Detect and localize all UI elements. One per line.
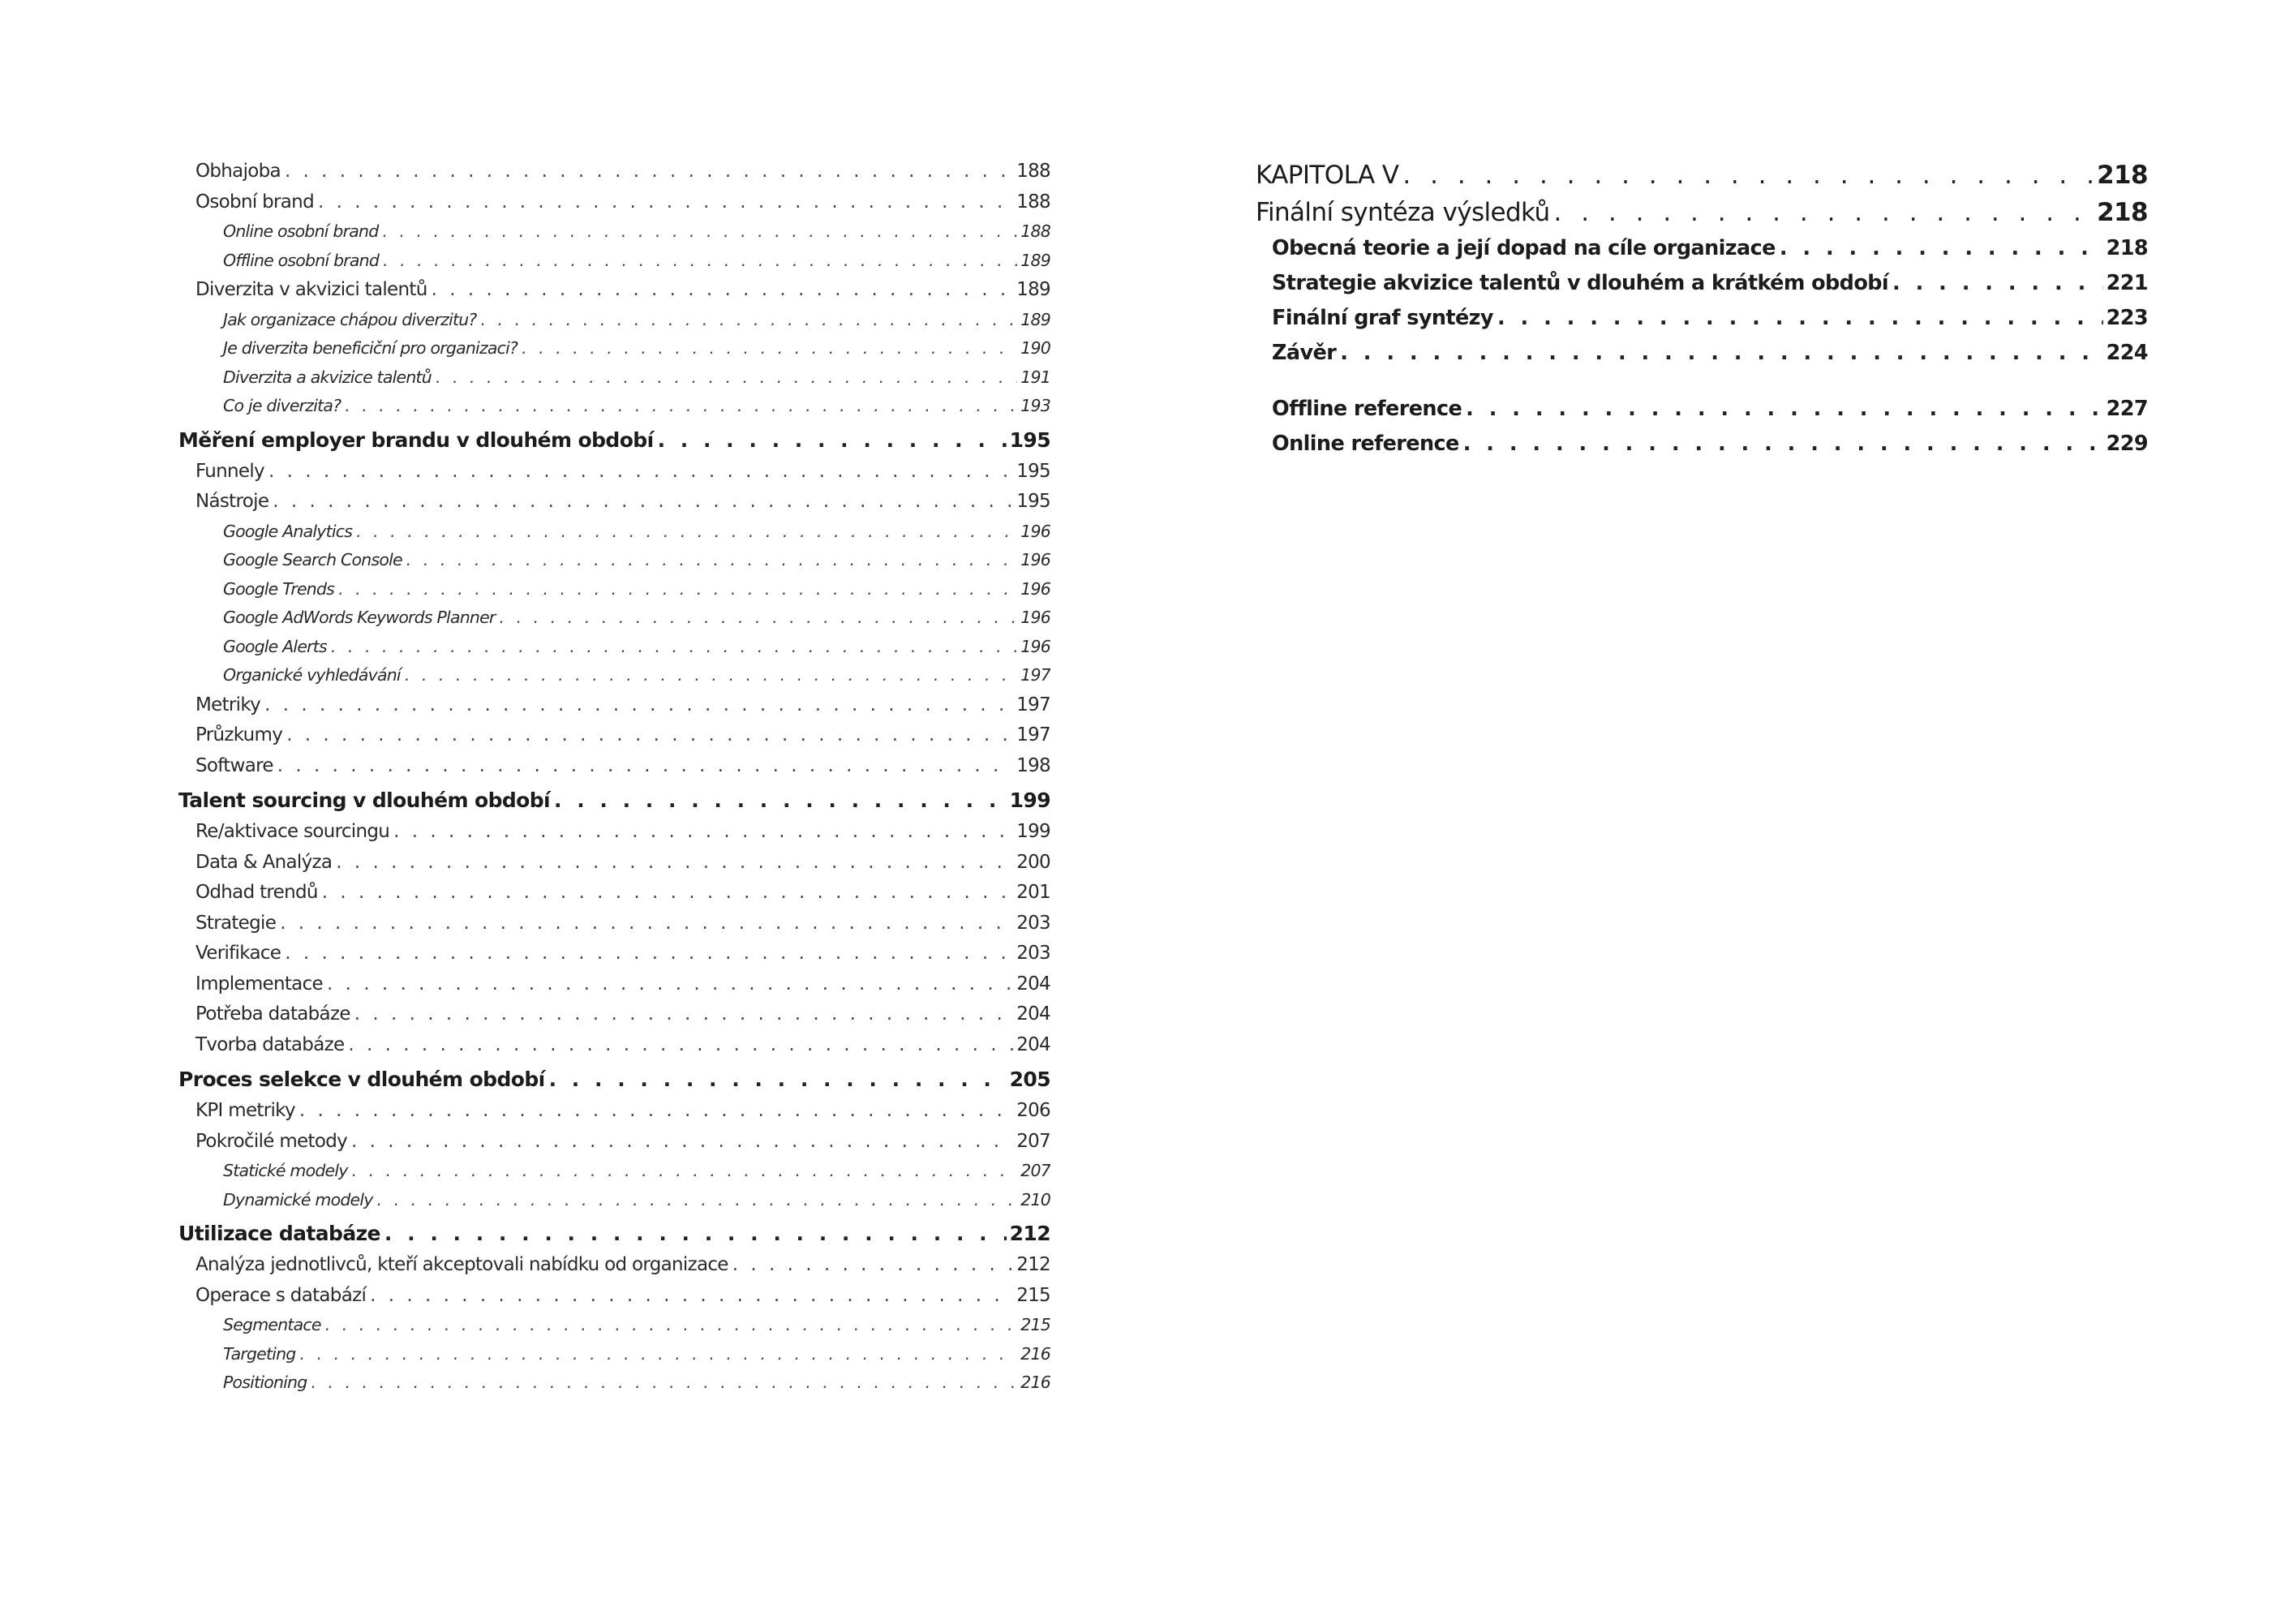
toc-entry-title: Online osobní brand: [223, 221, 379, 241]
toc-entry-title: Metriky: [195, 694, 261, 715]
toc-page-number: 201: [1016, 882, 1050, 903]
toc-page-number: 196: [1020, 636, 1050, 656]
toc-dot-leader: [370, 1281, 1013, 1312]
toc-dot-leader: [432, 275, 1014, 306]
toc-page-number: 215: [1020, 1315, 1050, 1334]
toc-entry-nastroje[interactable]: [178, 487, 1050, 518]
toc-dot-leader: [325, 1311, 1018, 1340]
toc-entry-organicke-vyhledavani[interactable]: [178, 661, 1050, 690]
toc-spacer: [1256, 371, 2148, 392]
toc-left-page: [178, 157, 1050, 1398]
toc-page-number: 197: [1020, 665, 1050, 685]
toc-page-number: 189: [1016, 279, 1050, 300]
toc-entry-title: Google Trends: [223, 578, 335, 599]
toc-page-number: 218: [2097, 161, 2148, 190]
toc-entry-title: Osobní brand: [195, 191, 314, 213]
toc-page-number: 210: [1020, 1189, 1050, 1209]
toc-entry-funnely[interactable]: [178, 457, 1050, 488]
toc-page-number: 224: [2106, 341, 2148, 365]
toc-page-number: 199: [1016, 821, 1050, 842]
toc-dot-leader: [1497, 301, 2103, 336]
toc-entry-title: Diverzita a akvizice talentů: [223, 367, 432, 387]
toc-page-number: 221: [2106, 271, 2148, 295]
toc-page-number: 216: [1020, 1343, 1050, 1364]
toc-dot-leader: [1780, 231, 2103, 266]
toc-entry-co-je-diverzita[interactable]: [178, 392, 1050, 421]
toc-right-page: [1256, 157, 2148, 462]
toc-dot-leader: [268, 457, 1013, 488]
toc-dot-leader: [554, 784, 1007, 817]
toc-entry-software[interactable]: [178, 751, 1050, 782]
toc-dot-leader: [382, 217, 1017, 247]
toc-entry-title: Měření employer brandu v dlouhém období: [178, 427, 654, 452]
toc-entry-title: Offline reference: [1272, 397, 1462, 421]
toc-dot-leader: [658, 424, 1007, 457]
toc-entry-je-diverzita-beneficicni-pro-organizaci[interactable]: [178, 334, 1050, 363]
toc-entry-strategie[interactable]: [178, 909, 1050, 939]
toc-page-number: 200: [1016, 851, 1050, 873]
toc-dot-leader: [549, 1063, 1007, 1096]
toc-page-number: 212: [1016, 1254, 1050, 1275]
toc-entry-kpi-metriky[interactable]: [178, 1096, 1050, 1127]
toc-entry-title: Finální graf syntézy: [1272, 306, 1493, 330]
toc-page-number: 195: [1009, 427, 1050, 452]
toc-page-number: 203: [1016, 943, 1050, 964]
toc-entry-title: Nástroje: [195, 491, 269, 512]
toc-entry-data-analyza[interactable]: [178, 848, 1050, 879]
toc-entry-finalni-graf-syntezy[interactable]: [1256, 301, 2148, 336]
toc-dot-leader: [285, 939, 1013, 969]
toc-page-number: 199: [1009, 788, 1050, 812]
toc-dot-leader: [352, 1157, 1018, 1186]
toc-entry-online-reference[interactable]: [1256, 427, 2148, 462]
toc-page-number: 206: [1016, 1100, 1050, 1121]
toc-entry-re-aktivace-sourcingu[interactable]: [178, 817, 1050, 848]
toc-dot-leader: [311, 1368, 1017, 1398]
toc-dot-leader: [273, 487, 1013, 518]
toc-entry-title: Strategie: [195, 912, 277, 934]
toc-entry-title: Offline osobní brand: [223, 250, 380, 270]
toc-entry-title: Organické vyhledávání: [223, 665, 401, 685]
toc-entry-title: Je diverzita beneficiční pro organizaci?: [223, 338, 518, 358]
toc-dot-leader: [1466, 392, 2102, 427]
toc-entry-tvorba-databaze[interactable]: [178, 1030, 1050, 1061]
toc-entry-title: Data & Analýza: [195, 851, 333, 873]
toc-page-number: 204: [1016, 1033, 1050, 1055]
toc-page-number: 197: [1016, 694, 1050, 715]
toc-entry-title: Analýza jednotlivců, kteří akceptovali nabídku od organizace: [195, 1254, 728, 1275]
toc-page-number: 196: [1020, 608, 1050, 627]
toc-entry-title: Google Search Console: [223, 550, 402, 569]
toc-dot-leader: [280, 909, 1013, 939]
toc-entry-title: Finální syntéza výsledků: [1256, 198, 1550, 227]
toc-entry-google-alerts[interactable]: [178, 633, 1050, 662]
toc-entry-title: Diverzita v akvizici talentů: [195, 279, 427, 300]
toc-entry-title: Obhajoba: [195, 161, 281, 182]
toc-entry-title: Google Alerts: [223, 636, 327, 656]
toc-entry-metriky[interactable]: [178, 690, 1050, 721]
toc-page-number: 190: [1020, 338, 1050, 358]
toc-dot-leader: [327, 969, 1013, 1000]
toc-entry-targeting[interactable]: [178, 1340, 1050, 1369]
toc-dot-leader: [348, 1030, 1013, 1061]
toc-entry-odhad-trendu[interactable]: [178, 878, 1050, 909]
toc-entry-potreba-databaze[interactable]: [178, 999, 1050, 1030]
toc-page-number: 205: [1009, 1068, 1050, 1091]
toc-dot-leader: [1892, 266, 2103, 301]
toc-entry-title: KPI metriky: [195, 1100, 295, 1121]
toc-entry-offline-reference[interactable]: [1256, 392, 2148, 427]
toc-page-number: 223: [2106, 306, 2148, 330]
toc-entry-obhajoba[interactable]: [178, 157, 1050, 187]
toc-dot-leader: [384, 1218, 1007, 1250]
toc-page-number: 229: [2106, 432, 2148, 456]
toc-entry-title: Odhad trendů: [195, 882, 318, 903]
toc-entry-operace-s-databazi[interactable]: [178, 1281, 1050, 1312]
toc-entry-title: Google Analytics: [223, 521, 353, 541]
toc-page-number: 196: [1020, 521, 1050, 541]
toc-dot-leader: [732, 1250, 1013, 1281]
toc-entry-google-adwords-keywords-planner[interactable]: [178, 604, 1050, 633]
toc-entry-title: Co je diverzita?: [223, 396, 341, 415]
toc-entry-diverzita-v-akvizici-talentu[interactable]: [178, 275, 1050, 306]
toc-entry-pokrocile-metody[interactable]: [178, 1127, 1050, 1158]
toc-entry-title: Online reference: [1272, 432, 1459, 456]
toc-page-number: 207: [1020, 1161, 1050, 1180]
toc-page-number: 218: [2097, 198, 2148, 227]
toc-entry-dynamicke-modely[interactable]: [178, 1186, 1050, 1215]
toc-page-number: 189: [1020, 309, 1050, 329]
toc-dot-leader: [300, 1340, 1018, 1369]
toc-entry-title: Targeting: [223, 1343, 296, 1364]
toc-dot-leader: [356, 518, 1017, 547]
toc-page-number: 215: [1016, 1284, 1050, 1306]
toc-dot-leader: [318, 187, 1013, 218]
toc-dot-leader: [286, 720, 1013, 751]
toc-dot-leader: [331, 633, 1017, 662]
toc-dot-leader: [322, 878, 1013, 909]
toc-page-number: 197: [1016, 724, 1050, 745]
toc-page-number: 188: [1020, 221, 1050, 241]
toc-entry-title: Verifikace: [195, 943, 281, 964]
toc-entry-mereni-employer-brandu-v-dlouhem-obdobi[interactable]: [178, 424, 1050, 457]
toc-entry-diverzita-a-akvizice-talentu[interactable]: [178, 363, 1050, 393]
toc-entry-title: Positioning: [223, 1373, 307, 1392]
toc-dot-leader: [345, 392, 1017, 421]
toc-entry-analyza-jednotlivcu-kteri-akceptovali-nabidku-od-organizace[interactable]: [178, 1250, 1050, 1281]
toc-dot-leader: [277, 751, 1013, 782]
toc-entry-verifikace[interactable]: [178, 939, 1050, 969]
toc-page-number: 218: [2106, 236, 2148, 260]
toc-entry-zaver[interactable]: [1256, 336, 2148, 371]
toc-entry-title: Průzkumy: [195, 724, 283, 745]
toc-dot-leader: [354, 999, 1013, 1030]
toc-entry-google-trends[interactable]: [178, 575, 1050, 604]
toc-entry-title: Proces selekce v dlouhém období: [178, 1068, 545, 1091]
toc-entry-title: Talent sourcing v dlouhém období: [178, 788, 550, 812]
toc-page-number: 212: [1009, 1222, 1050, 1245]
toc-entry-title: Závěr: [1272, 341, 1337, 365]
toc-page-number: 204: [1016, 1003, 1050, 1025]
toc-entry-title: Utilizace databáze: [178, 1222, 380, 1245]
toc-entry-title: Google AdWords Keywords Planner: [223, 608, 496, 627]
toc-page-number: 195: [1016, 491, 1050, 512]
toc-page-number: 203: [1016, 912, 1050, 934]
toc-entry-utilizace-databaze[interactable]: [178, 1218, 1050, 1250]
toc-entry-implementace[interactable]: [178, 969, 1050, 1000]
toc-page-number: 196: [1020, 578, 1050, 599]
toc-page-number: 189: [1020, 250, 1050, 270]
toc-entry-title: Strategie akvizice talentů v dlouhém a krátkém období: [1272, 271, 1889, 295]
toc-entry-title: Potřeba databáze: [195, 1003, 350, 1025]
toc-page-number: 191: [1020, 367, 1050, 387]
toc-dot-leader: [1463, 427, 2103, 462]
toc-entry-title: Funnely: [195, 460, 264, 482]
toc-entry-finalni-synteza-vysledku[interactable]: [1256, 194, 2148, 231]
toc-entry-proces-selekce-v-dlouhem-obdobi[interactable]: [178, 1063, 1050, 1096]
toc-entry-talent-sourcing-v-dlouhem-obdobi[interactable]: [178, 784, 1050, 817]
toc-dot-leader: [299, 1096, 1013, 1127]
toc-dot-leader: [351, 1127, 1013, 1158]
toc-entry-pruzkumy[interactable]: [178, 720, 1050, 751]
toc-entry-google-search-console[interactable]: [178, 546, 1050, 575]
toc-entry-title: Re/aktivace sourcingu: [195, 821, 390, 842]
toc-entry-positioning[interactable]: [178, 1368, 1050, 1398]
toc-entry-strategie-akvizice-talentu-v-dlouhem-a-kratkem-obdobi[interactable]: [1256, 266, 2148, 301]
toc-page-number: 195: [1016, 460, 1050, 482]
toc-page-number: 204: [1016, 973, 1050, 995]
toc-dot-leader: [393, 817, 1013, 848]
toc-dot-leader: [1402, 157, 2094, 194]
toc-entry-staticke-modely[interactable]: [178, 1157, 1050, 1186]
toc-entry-title: Segmentace: [223, 1315, 321, 1334]
toc-page-number: 188: [1016, 191, 1050, 213]
toc-dot-leader: [264, 690, 1013, 721]
toc-dot-leader: [1340, 336, 2102, 371]
toc-entry-title: Operace s databází: [195, 1284, 367, 1306]
toc-page-number: 196: [1020, 550, 1050, 569]
toc-dot-leader: [1554, 194, 2094, 231]
toc-entry-osobni-brand[interactable]: [178, 187, 1050, 218]
toc-entry-offline-osobni-brand[interactable]: [178, 247, 1050, 276]
toc-entry-title: Obecná teorie a její dopad na cíle organizace: [1272, 236, 1776, 260]
toc-entry-jak-organizace-chapou-diverzitu[interactable]: [178, 306, 1050, 335]
toc-entry-title: Jak organizace chápou diverzitu?: [223, 309, 477, 329]
toc-dot-leader: [336, 848, 1013, 879]
toc-entry-title: Pokročilé metody: [195, 1130, 348, 1152]
toc-dot-leader: [338, 575, 1017, 604]
toc-entry-title: Dynamické modely: [223, 1189, 373, 1209]
toc-page-number: 207: [1016, 1130, 1050, 1152]
toc-dot-leader: [405, 661, 1017, 690]
toc-entry-google-analytics[interactable]: [178, 518, 1050, 547]
toc-entry-kapitola-v[interactable]: [1256, 157, 2148, 194]
toc-page-number: 227: [2106, 397, 2148, 421]
toc-dot-leader: [522, 334, 1017, 363]
toc-entry-title: Software: [195, 754, 273, 776]
toc-dot-leader: [285, 157, 1013, 187]
toc-dot-leader: [481, 306, 1018, 335]
toc-dot-leader: [383, 247, 1017, 276]
toc-dot-leader: [377, 1186, 1018, 1215]
toc-page-number: 198: [1016, 754, 1050, 776]
toc-dot-leader: [406, 546, 1017, 575]
toc-entry-title: Statické modely: [223, 1161, 348, 1180]
toc-dot-leader: [500, 604, 1018, 633]
toc-page-number: 193: [1020, 396, 1050, 415]
toc-entry-title: Tvorba databáze: [195, 1033, 345, 1055]
toc-entry-segmentace[interactable]: [178, 1311, 1050, 1340]
toc-entry-title: Implementace: [195, 973, 323, 995]
toc-entry-online-osobni-brand[interactable]: [178, 217, 1050, 247]
toc-page-number: 216: [1020, 1373, 1050, 1392]
toc-dot-leader: [436, 363, 1017, 393]
toc-entry-title: KAPITOLA V: [1256, 161, 1399, 190]
toc-page-number: 188: [1016, 161, 1050, 182]
toc-entry-obecna-teorie-a-jeji-dopad-na-cile-organizace[interactable]: [1256, 231, 2148, 266]
